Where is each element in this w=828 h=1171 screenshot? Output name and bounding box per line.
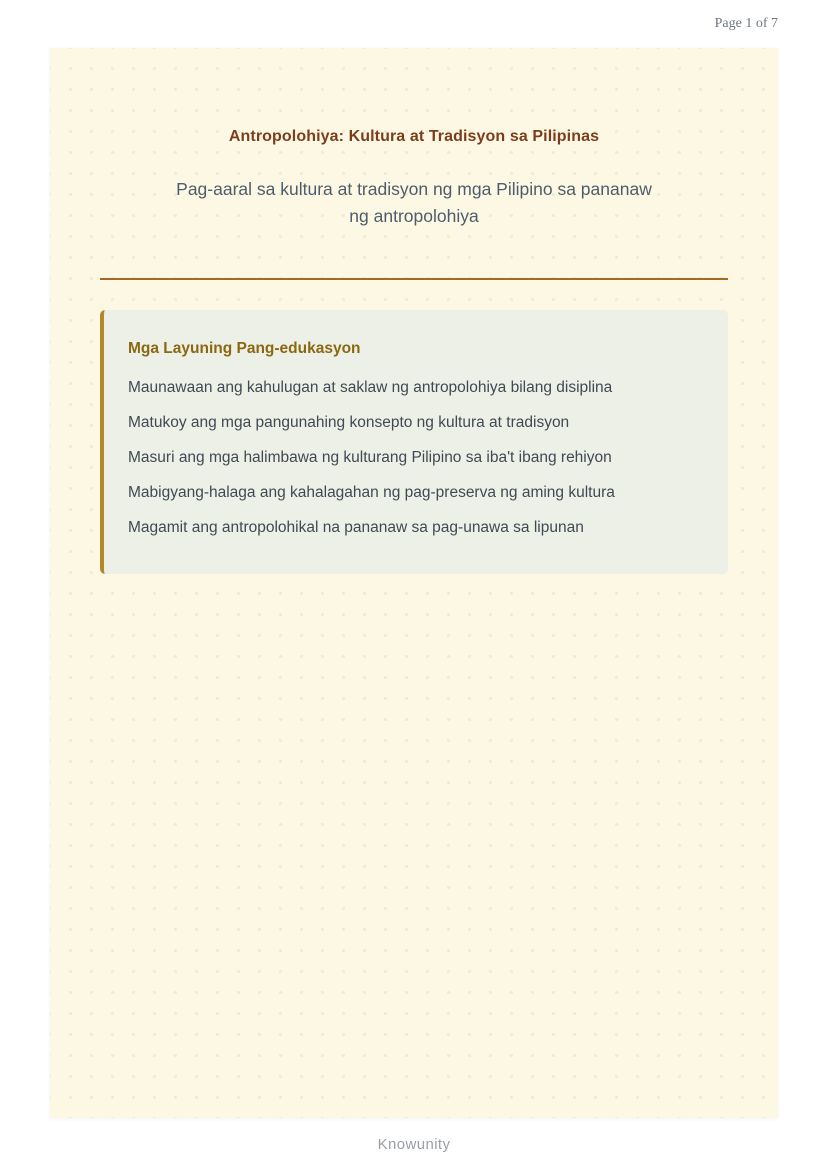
objective-item: Maunawaan ang kahulugan at saklaw ng antropolohiya bilang disiplina xyxy=(128,379,613,396)
objective-item: Magamit ang antropolohikal na pananaw sa pag-unawa sa lipunan xyxy=(128,519,584,536)
document-subtitle: Pag-aaral sa kultura at tradisyon ng mga Pilipino sa pananaw ng antropolohiya xyxy=(176,179,652,226)
document-title: Antropolohiya: Kultura at Tradisyon sa Pilipinas xyxy=(228,128,600,145)
document-page xyxy=(50,48,778,1118)
objective-item: Masuri ang mga halimbawa ng kulturang Pilipino sa iba't ibang rehiyon xyxy=(128,449,612,466)
page-indicator: Page 1 of 7 xyxy=(714,16,778,31)
objectives-heading: Mga Layuning Pang-edukasyon xyxy=(128,340,361,357)
objective-item: Mabigyang-halaga ang kahalagahan ng pag-preserva ng aming kultura xyxy=(128,484,615,501)
objectives-box xyxy=(100,310,728,574)
objective-item: Matukoy ang mga pangunahing konsepto ng kultura at tradisyon xyxy=(128,414,570,431)
footer-brand: Knowunity xyxy=(377,1136,451,1153)
section-divider xyxy=(100,278,728,280)
